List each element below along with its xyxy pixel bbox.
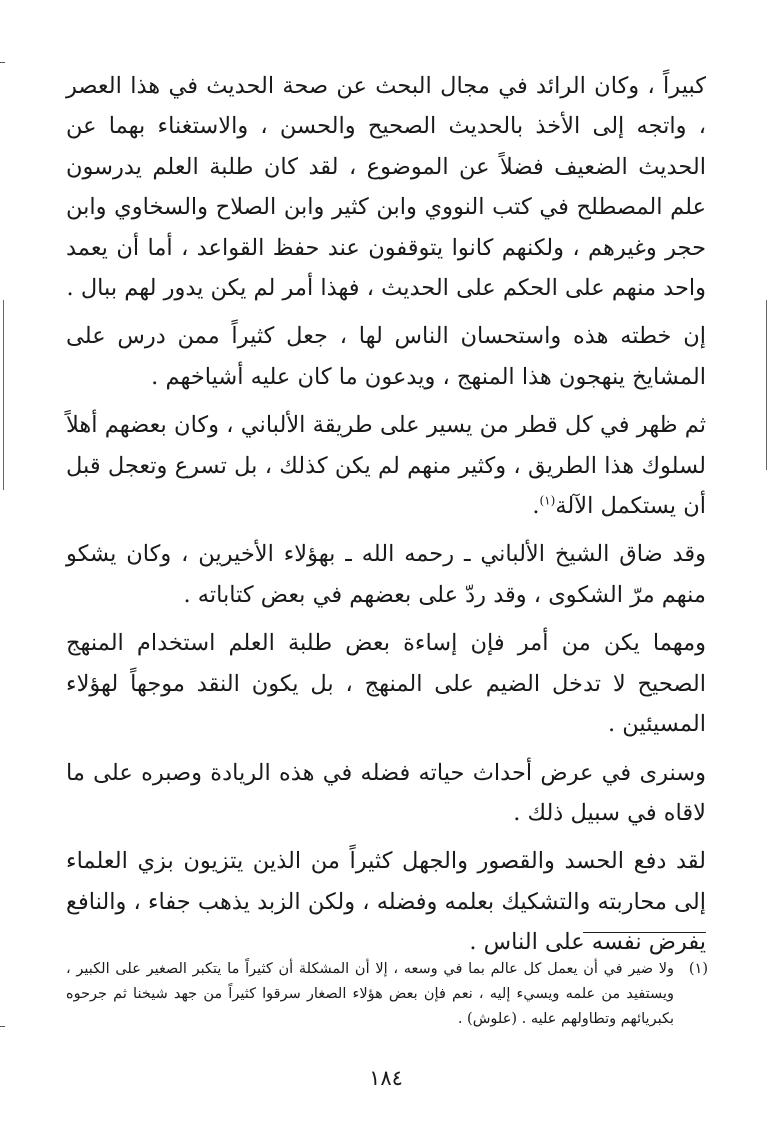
paragraph-7: لقد دفع الحسد والقصور والجهل كثيراً من الذين يتزيون بزي العلماء إلى محاربته والتشكيك بعلمه وفضله ، ولكن الزبد يذهب جفاء ، والنافع يفرض نفسه على الناس .: [66, 848, 706, 956]
paragraph-2: إن خطته هذه واستحسان الناس لها ، جعل كثيراً ممن درس على المشايخ ينهجون هذا المنهج ، ويدعون ما كان عليه أشياخهم .: [66, 323, 706, 390]
paragraph-6: وسنرى في عرض أحداث حياته فضله في هذه الريادة وصبره على ما لاقاه في سبيل ذلك .: [66, 759, 706, 826]
paragraph-3-end: .: [532, 493, 540, 520]
paragraph-3-text: ثم ظهر في كل قطر من يسير على طريقة الألباني ، وكان بعضهم أهلاً لسلوك هذا الطريق ، وكثير منهم لم يكن كذلك ، بل تسرع وتعجل قبل أن يستكمل الآلة: [66, 412, 706, 520]
footnote-marker: (١): [688, 961, 708, 977]
footnote: [66, 957, 708, 1032]
paragraph-5: ومهما يكن من أمر فإن إساءة بعض طلبة العلم استخدام المنهج الصحيح لا تدخل الضيم على المنهج ، بل يكون النقد موجهاً لهؤلاء المسيئين .: [66, 630, 706, 738]
scan-edge-mark-bottom: [0, 1026, 5, 1027]
scan-edge-mark-top: [0, 62, 5, 63]
footnote-text: ولا ضير في أن يعمل كل عالم بما في وسعه ، إلا أن المشكلة أن كثيراً ما يتكبر الصغير على الكبير ، ويستفيد من علمه ويسيء إليه ، نعم فإن بعض هؤلاء الصغار سرقوا كثيراً من جهد شيخنا ثم جرحوه بكبريائهم وتطاولهم عليه . (علوش) .: [66, 961, 674, 1027]
scan-edge-line-left: [3, 300, 4, 490]
footnote-reference: (١): [539, 493, 556, 508]
footnote-separator: [583, 932, 706, 933]
main-text: [66, 66, 706, 971]
paragraph-4: وقد ضاق الشيخ الألباني ـ رحمه الله ـ بهؤلاء الأخيرين ، وكان يشكو منهم مرّ الشكوى ، وقد ردّ على بعضهم في بعض كتاباته .: [66, 541, 706, 608]
page-number: ١٨٤: [369, 1066, 403, 1090]
paragraph-3: [66, 405, 706, 526]
paragraph-1: كبيراً ، وكان الرائد في مجال البحث عن صحة الحديث في هذا العصر ، واتجه إلى الأخذ بالحديث الصحيح والحسن ، والاستغناء بهما عن الحديث الضعيف فضلاً عن الموضوع ، لقد كان طلبة العلم يدرسون علم المصطلح في كتب النووي وابن كثير وابن الصلاح والسخاوي وابن حجر وغيرهم ، ولكنهم كانوا يتوقفون عند حفظ القواعد ، أما أن يعمد واحد منهم على الحكم على الحديث ، فهذا أمر لم يكن يدور لهم ببال .: [66, 73, 706, 302]
scan-edge-line-right: [766, 300, 767, 470]
